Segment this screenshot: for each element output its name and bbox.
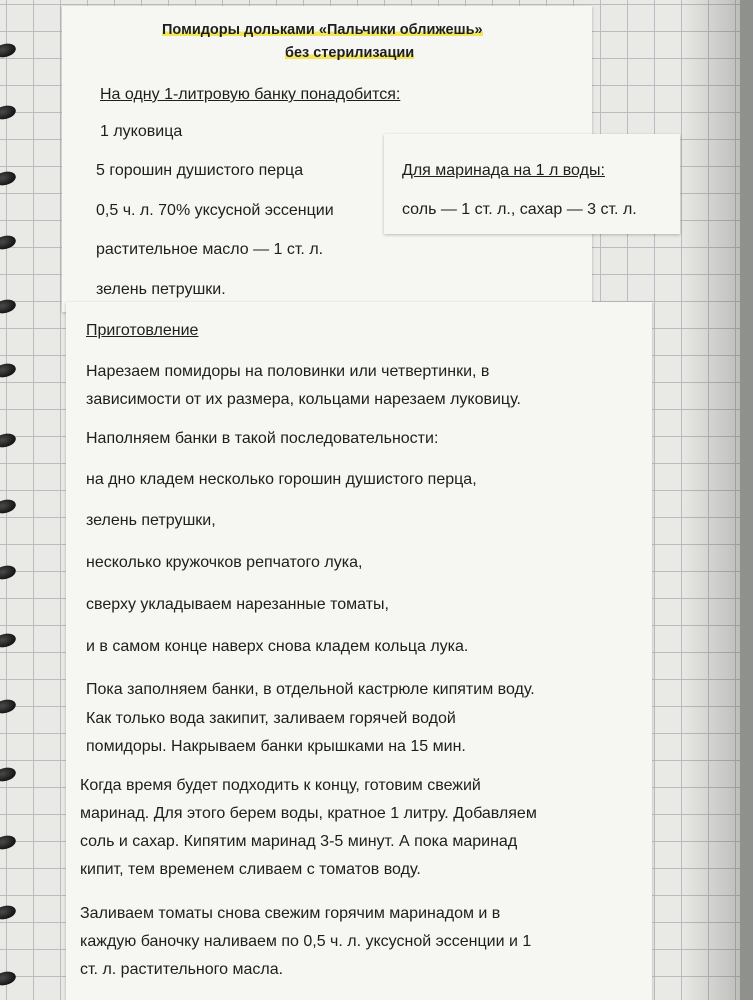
preparation-heading: Приготовление: [86, 322, 199, 339]
marinade-text: соль — 1 ст. л., сахар — 3 ст. л.: [402, 201, 637, 218]
binding-ring: [0, 766, 17, 784]
step-paragraph-9: [80, 772, 537, 884]
binding-ring: [0, 564, 17, 582]
binding-ring: [0, 698, 17, 716]
binding-ring: [0, 42, 17, 60]
step-paragraph-6: сверху укладываем нарезанные томаты,: [86, 596, 389, 613]
ingredient-item: зелень петрушки.: [96, 281, 226, 298]
step-line: Заливаем томаты снова свежим горячим маринадом и в: [80, 905, 501, 922]
binding-ring: [0, 904, 17, 922]
ingredient-item: растительное масло — 1 ст. л.: [96, 241, 324, 258]
binding-ring: [0, 498, 17, 516]
binding-ring: [0, 104, 17, 122]
step-paragraph-1: [86, 358, 521, 414]
recipe-title-line1: Помидоры дольками «Пальчики оближешь»: [162, 22, 483, 38]
binding-ring: [0, 834, 17, 852]
binding-ring: [0, 234, 17, 252]
step-line: ст. л. растительного масла.: [80, 961, 284, 978]
step-line: Как только вода закипит, заливаем горячей водой: [86, 709, 456, 727]
step-line: помидоры. Накрываем банки крышками на 15 мин.: [86, 738, 466, 755]
step-line: Пока заполняем банки, в отдельной кастрюле кипятим воду.: [86, 681, 535, 698]
binding-ring: [0, 298, 17, 316]
ingredient-item: 0,5 ч. л. 70% уксусной эссенции: [96, 202, 334, 219]
step-line: Когда время будет подходить к концу, готовим свежий: [80, 777, 481, 794]
spiral-binding: [0, 0, 30, 1000]
step-paragraph-7: и в самом конце наверх снова кладем кольца лука.: [86, 638, 469, 655]
binding-ring: [0, 632, 17, 650]
step-line: маринад. Для этого берем воды, кратное 1 литру. Добавляем: [80, 805, 537, 822]
step-line: каждую баночку наливаем по 0,5 ч. л. уксусной эссенции и 1: [80, 933, 532, 950]
step-paragraph-2: Наполняем банки в такой последовательности:: [86, 430, 439, 447]
ingredient-item: 1 луковица: [100, 123, 183, 140]
ingredient-item: 5 горошин душистого перца: [96, 162, 304, 179]
step-line: кипит, тем временем сливаем с томатов воду.: [80, 861, 421, 878]
step-paragraph-10: [80, 900, 531, 984]
marinade-heading: Для маринада на 1 л воды:: [402, 162, 605, 179]
step-line: Нарезаем помидоры на половинки или четвертинки, в: [86, 363, 490, 380]
binding-ring: [0, 970, 17, 988]
step-line: зависимости от их размера, кольцами нарезаем луковицу.: [86, 391, 521, 408]
step-paragraph-3: на дно кладем несколько горошин душистого перца,: [86, 471, 477, 488]
step-paragraph-5: несколько кружочков репчатого лука,: [86, 554, 363, 571]
binding-ring: [0, 362, 17, 380]
marinade-sheet: [384, 134, 680, 234]
ingredients-heading: На одну 1-литровую банку понадобится:: [100, 86, 401, 103]
recipe-title-line2: без стерилизации: [285, 45, 415, 61]
step-paragraph-4: зелень петрушки,: [86, 512, 216, 529]
step-paragraph-8: [86, 676, 535, 762]
binding-ring: [0, 170, 17, 188]
step-line: соль и сахар. Кипятим маринад 3-5 минут. А пока маринад: [80, 833, 518, 850]
binding-ring: [0, 432, 17, 450]
